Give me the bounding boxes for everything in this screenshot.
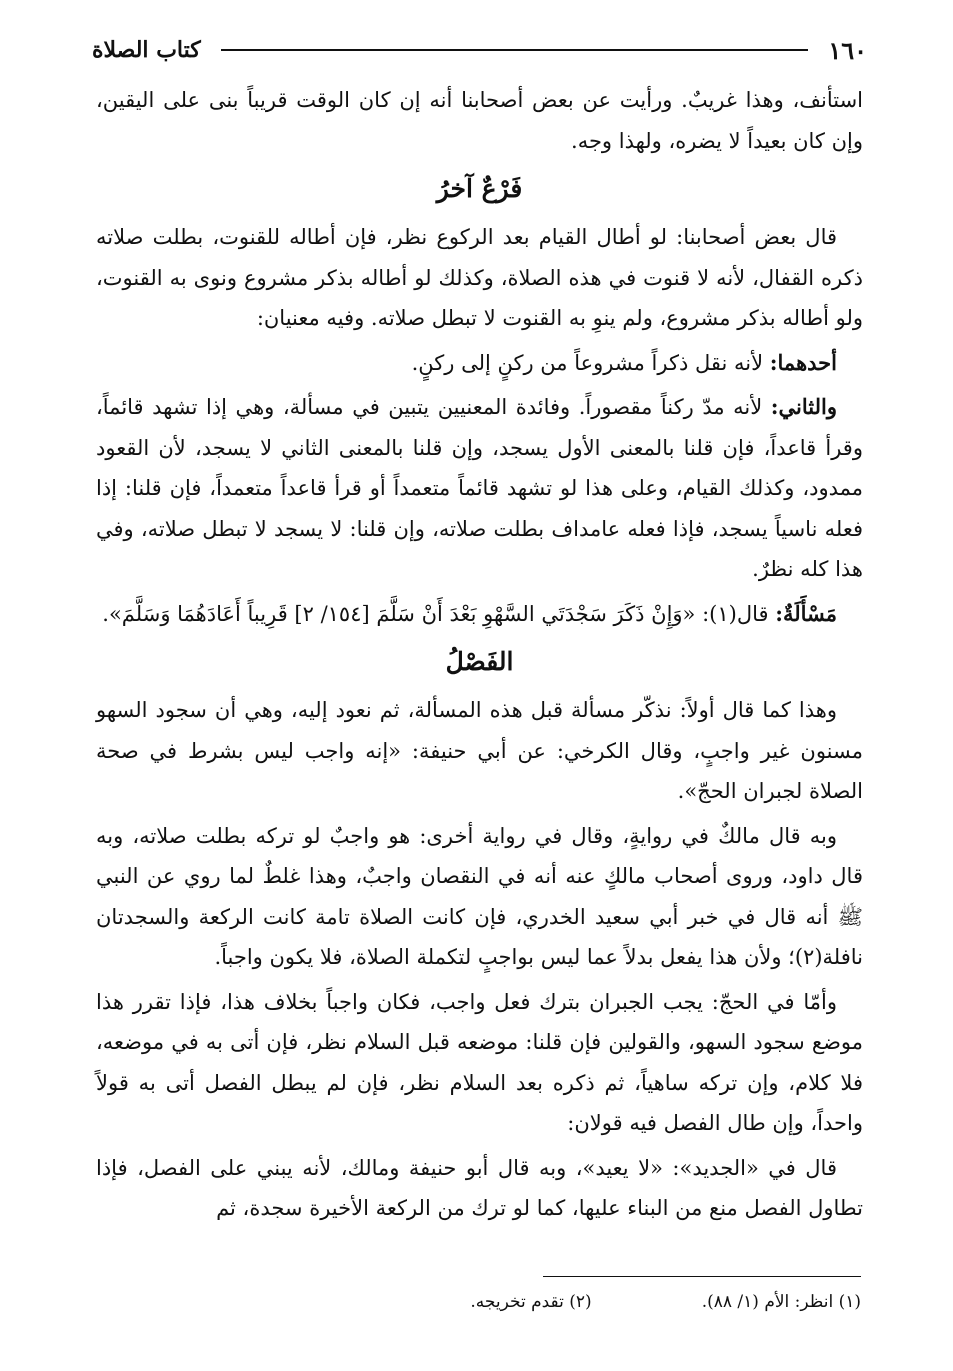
paragraph (96, 343, 863, 384)
paragraph-text: لأنه نقل ذكراً مشروعاً من ركنٍ إلى ركنٍ. (411, 350, 770, 375)
paragraph: وأمّا في الحجّ: يجب الجبران بترك فعل واجب، فكان واجباً بخلاف هذا، فإذا تقرر هذا موضع سجود السهو، والقولين فإن قلنا: موضعه قبل السلام نظر، فإن أتى به في موضعه، فلا كلام، وإن تركه ساهياً، ثم ذكره بعد السلام نظر، فإن لم يبطل الفصل أتى به قولاً واحداً، وإن طال الفصل فيه قولان: (96, 989, 863, 1135)
paragraph-label: والثاني: (770, 394, 837, 419)
paragraph-label: أحدهما: (769, 349, 837, 375)
footnotes (96, 1292, 861, 1312)
paragraph: وهذا كما قال أولاً: نذكّر مسألة قبل هذه المسألة، ثم نعود إليه، وهي أن سجود السهو مسنون غير واجبٍ، وقال الكرخي: عن أبي حنيفة: «إنه واجب ليس بشرط في صحة الصلاة لجبران الحجّ». (96, 698, 863, 803)
running-header (92, 30, 867, 70)
footnote-1: (١) انظر: الأم (١/ ٨٨). (701, 1292, 861, 1312)
body-text (96, 80, 863, 1233)
paragraph (96, 387, 863, 590)
section-heading: الفَصْلُ (445, 647, 514, 676)
paragraph: استأنف، وهذا غريبٌ. ورأيت عن بعض أصحابنا أنه إن كان الوقت قريباً بنى على اليقين، وإن كان بعيداً لا يضره، ولهذا وجه. (96, 88, 863, 153)
header-rule (221, 49, 809, 51)
footnote-2: (٢) تقدم تخريجه. (470, 1292, 592, 1312)
paragraph-label: مَسْأَلَةٌ: (775, 600, 837, 626)
paragraph-text: قال(١): «وَإِنْ ذَكَرَ سَجْدَتَي السَّهْوِ بَعْدَ أَنْ سَلَّمَ [١٥٤/ ٢] قَرِيباً أَعَادَهُمَا وَسَلَّمَ». (102, 601, 776, 626)
paragraph: قال بعض أصحابنا: لو أطال القيام بعد الركوع نظر، فإن أطاله للقنوت، بطلت صلاته ذكره القفال، لأنه لا قنوت في هذه الصلاة، وكذلك لو أطاله بذكر مشروع ونوى به القنوت، ولو أطاله بذكر مشروع، ولم ينوِ به القنوت لا تبطل صلاته. وفيه معنيان: (96, 225, 863, 330)
paragraph (96, 594, 863, 635)
book-title: كتاب الصلاة (92, 37, 201, 63)
paragraph: وبه قال مالكٌ في روايةٍ، وقال في رواية أخرى: هو واجبٌ لو تركه بطلت صلاته، وبه قال داود، وروى أصحاب مالكٍ عنه أنه في النقصان واجبٌ، وهذا غلطٌ لما روي عن النبي ﷺ أنه قال في خبر أبي سعيد الخدري، فإن كانت الصلاة تامة كانت الركعة والسجدتان نافلة(٢)؛ ولأن هذا يفعل بدلاً عما ليس بواجبٍ لتكملة الصلاة، فلا يكون واجباً. (96, 823, 863, 969)
paragraph: قال في «الجديد»: «لا يعيد»، وبه قال أبو حنيفة ومالك، لأنه يبني على الفصل، فإذا تطاول الفصل منع من البناء عليها، كما لو ترك من الركعة الأخيرة سجدة، ثم (96, 1155, 863, 1220)
page-number: ١٦٠ (828, 35, 867, 65)
section-heading: فَرْعٌ آخرُ (436, 174, 523, 203)
footnote-rule (543, 1276, 861, 1277)
paragraph-text: لأنه مدّ ركناً مقصوراً. وفائدة المعنيين يتبين في مسألة، وهي إذا تشهد قائماً، وقرأ قاعداً، فإن قلنا بالمعنى الأول يسجد، وإن قلنا بالمعنى الثاني لا يسجد، لأن القعود ممدود، وكذلك القيام، وعلى هذا لو تشهد قائماً متعمداً أو قرأ قاعداً متعمداً، فإن قلنا: إذا فعله ناسياً يسجد، فإذا فعله عامداف بطلت صلاته، وإن قلنا: لا يسجد لا تبطل صلاته، وفي هذا كله نظرٌ. (96, 395, 863, 581)
